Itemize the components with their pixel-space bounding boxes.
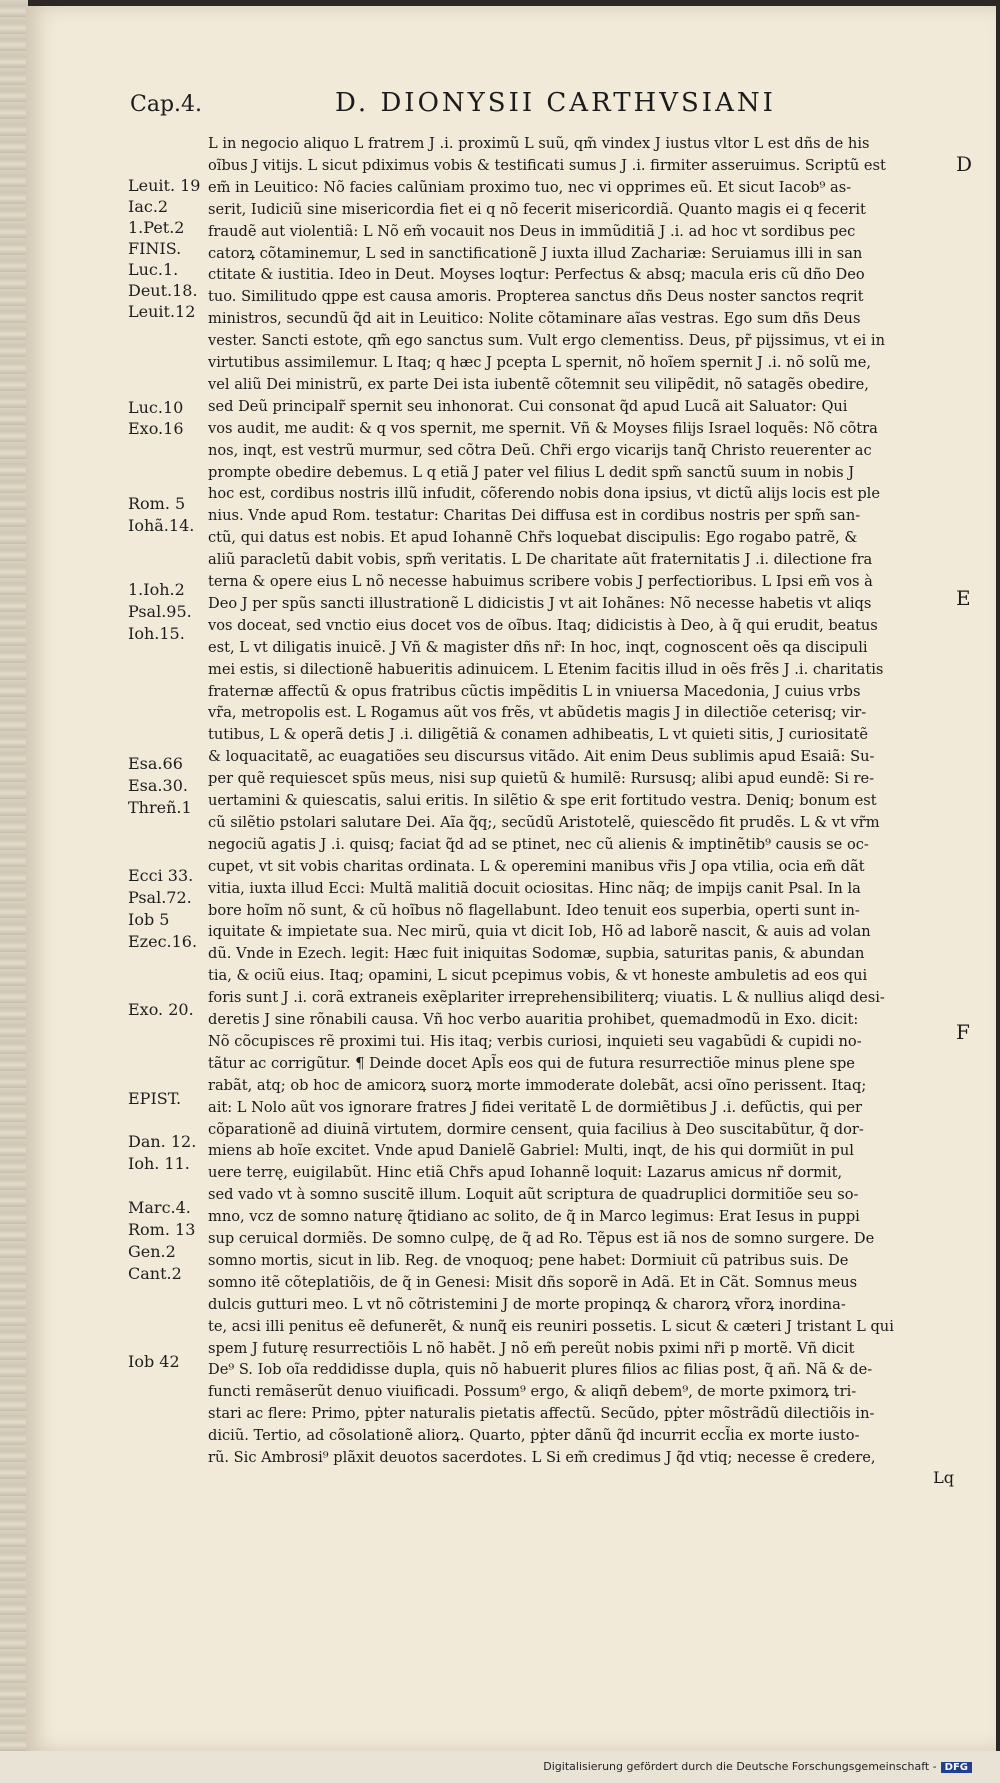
- text-line: vel aliũ Dei ministrũ, ex parte Dei ista iubentẽ cõtemnit seu vilipẽdit, nõ satagẽs obedire,: [208, 375, 869, 393]
- margin-ref: Esa.30.: [128, 776, 188, 795]
- text-line: virtutibus assimilemur. L Itaq; q hæc J pcepta L spernit, nõ hoĩem spernit J .i. nõ solũ me,: [208, 354, 872, 371]
- margin-ref: Exo. 20.: [128, 1000, 194, 1019]
- margin-ref: Iob 5: [128, 910, 170, 929]
- text-line: vr̃a, metropolis est. L Rogamus aũt vos frẽs, vt abũdetis magis J in dilectiõe ceterisq; vir-: [208, 704, 867, 722]
- text-line: em̃ in Leuitico: Nõ facies calũniam proximo tuo, nec vi opprimes eũ. Et sicut Iacob⁹ as-: [208, 178, 852, 196]
- text-line: nius. Vnde apud Rom. testatur: Charitas Dei diffusa est in cordibus nostris per spm̃ san-: [208, 507, 861, 525]
- text-line: foris sunt J .i. corã extraneis exẽplariter irreprehensibiliterq; viuatis. L & nullius aliqd desi-: [208, 989, 885, 1007]
- text-line: rabãt, atq; ob hoc de amicorꝝ suorꝝ morte immoderate dolebãt, acsi oĩno perissent. Itaq;: [208, 1076, 867, 1094]
- text-line: negociũ agatis J .i. quisq; faciat q̃d ad se ptinet, nec cũ alienis & imptinẽtib⁹ causis se oc-: [208, 835, 869, 853]
- margin-ref: 1.Ioh.2: [128, 580, 185, 599]
- text-line: functi remãserũt denuo viuificadi. Possum⁹ ergo, & aliqñ debem⁹, de morte pximorꝝ tri-: [208, 1383, 857, 1401]
- text-line: De⁹ S. Iob oĩa reddidisse dupla, quis nõ habuerit plures filios ac filias post, q̃ añ. Nã & de-: [208, 1361, 873, 1379]
- text-line: somno mortis, sicut in lib. Reg. de vnoquoq; pene habet: Dormiuit cũ patribus suis. De: [208, 1251, 849, 1269]
- digitization-credit-text: Digitalisierung gefördert durch die Deutsche Forschungsgemeinschaft -: [543, 1760, 937, 1773]
- text-line: Deo J per spũs sancti illustrationẽ L didicistis J vt ait Iohãnes: Nõ necesse habetis vt aliqs: [208, 594, 872, 612]
- text-line: per quẽ requiescet spũs meus, nisi sup quietũ & humilẽ: Rursusq; alibi apud eundẽ: Si re-: [208, 770, 875, 788]
- text-line: bore hoĩm nõ sunt, & cũ hoĩbus nõ flagellabunt. Ideo tenuit eos superbia, operti sunt in-: [208, 901, 860, 919]
- text-line: nos, inqt, est vestrũ murmur, sed cõtra Deũ. Chr̃i ergo vicarijs tanq̃ Christo reuerenter ac: [208, 441, 872, 459]
- margin-ref: Luc.1.: [128, 260, 179, 279]
- margin-ref: Iac.2: [128, 197, 169, 216]
- text-line: L in negocio aliquo L fratrem J .i. proximũ L suũ, qm̃ vindex J iustus vltor L est dñs de his: [208, 135, 870, 152]
- margin-ref: Iohã.14.: [128, 516, 195, 535]
- text-line: tutibus, L & operã detis J .i. diligẽtiã & conamen adhibeatis, L vt quieti sitis, J curiositatẽ: [208, 726, 869, 744]
- margin-ref: Deut.18.: [128, 281, 198, 300]
- margin-ref: Ioh.15.: [128, 624, 185, 643]
- text-line: ctũ, qui datus est nobis. Et apud Iohannẽ Chr̃s loquebat discipulis: Ego rogabo patrẽ, &: [208, 529, 858, 547]
- text-line: uertamini & quiescatis, salui eritis. In silẽtio & spe erit fortitudo vestra. Deniq; bonum est: [208, 792, 877, 809]
- commentary-body-text: [208, 134, 973, 1754]
- margin-ref: Rom. 5: [128, 494, 186, 513]
- dfg-logo: DFG: [941, 1762, 972, 1773]
- text-line: deretis J sine rõnabili causa. Vñ hoc verbo auaritia prohibet, quemadmodũ in Exo. dicit:: [208, 1011, 859, 1028]
- text-line: cũ silẽtio pstolari salutare Dei. Aĩa q̃q;, secũdũ Aristotelẽ, quiescẽdo fit prudẽs. L & vt vr̃m: [208, 813, 880, 831]
- chapter-number: Cap.4.: [130, 92, 203, 117]
- text-line: sup ceruical dormiẽs. De somno culpę, de q̃ ad Ro. Tẽpus est iã nos de somno surgere. De: [208, 1230, 875, 1247]
- running-head: [130, 88, 970, 126]
- margin-ref: Esa.66: [128, 754, 183, 773]
- text-line: fraternæ affectũ & opus fratribus cũctis impẽditis L in vniuersa Macedonia, J cuius vrbs: [208, 682, 861, 700]
- margin-ref: Threñ.1: [128, 798, 192, 817]
- margin-ref: Ioh. 11.: [128, 1154, 190, 1173]
- margin-ref: FINIS.: [128, 239, 182, 258]
- text-line: diciũ. Tertio, ad cõsolationẽ aliorꝝ. Quarto, pṗter dãnũ q̃d incurrit eccl̃ia ex morte iusto-: [208, 1427, 860, 1445]
- text-line: somno itẽ cõteplatiõis, de q̃ in Genesi: Misit dñs soporẽ in Adã. Et in Cãt. Somnus meus: [208, 1273, 858, 1291]
- text-line: miens ab hoĩe excitet. Vnde apud Danielẽ Gabriel: Multi, inqt, de his qui dormiũt in pul: [208, 1142, 854, 1160]
- margin-ref: Ecci 33.: [128, 866, 194, 885]
- section-mark-e: E: [956, 586, 971, 610]
- margin-ref: Psal.95.: [128, 602, 192, 621]
- text-line: iquitate & impietate sua. Nec mirũ, quia vt dicit Iob, Hõ ad laborẽ nascit, & auis ad volan: [208, 923, 871, 941]
- text-line: ministros, secundũ q̃d ait in Leuitico: Nolite cõtaminare aĩas vestras. Ego sum dñs Deus: [208, 310, 861, 328]
- text-line: stari ac flere: Primo, pṗter naturalis pietatis affectũ. Secũdo, pṗter mõstrãdũ dilectiõis in-: [208, 1405, 875, 1423]
- text-line: dulcis gutturi meo. L vt nõ cõtristemini J de morte propinqꝝ & charorꝝ vr̃orꝝ inordina-: [208, 1295, 846, 1313]
- text-line: oĩbus J vitijs. L sicut pdiximus vobis & testificati sumus J .i. firmiter asseruimus. Scriptũ est: [208, 156, 886, 174]
- text-line: serit, Iudiciũ sine misericordia fiet ei q nõ fecerit misericordiã. Quanto magis ei q fecerit: [208, 200, 866, 218]
- text-line: Nõ cõcupisces rẽ proximi tui. His itaq; verbis curiosi, inquieti seu vagabũdi & cupidi no-: [208, 1032, 862, 1050]
- text-line: mno, vcz de somno naturę q̃tidiano ac solito, de q̃ in Marco legimus: Erat Iesus in puppi: [208, 1208, 860, 1226]
- catchword: Lq: [933, 1468, 954, 1487]
- margin-ref: Marc.4.: [128, 1198, 191, 1217]
- text-line: aliũ paracletũ dabit vobis, spm̃ veritatis. L De charitate aũt fraternitatis J .i. dilectione fra: [208, 551, 873, 569]
- margin-ref: 1.Pet.2: [128, 218, 185, 237]
- digitization-credit: [543, 1760, 972, 1773]
- text-line: vitia, iuxta illud Ecci: Multã malitiã docuit ociositas. Hinc nãq; de impijs canit Psal. In la: [208, 879, 861, 897]
- text-line: ait: L Nolo aũt vos ignorare fratres J fidei veritatẽ L de dormiẽtibus J .i. defũctis, qui per: [208, 1098, 862, 1116]
- text-line: tãtur ac corrigũtur. ¶ Deinde docet Apl̃s eos qui de futura resurrectiõe minus plene spe: [208, 1054, 855, 1072]
- text-line: catorꝝ cõtaminemur, L sed in sanctificationẽ J iuxta illud Zachariæ: Seruiamus illi in san: [208, 244, 863, 262]
- margin-ref: Luc.10: [128, 398, 184, 417]
- text-line: prompte obedire debemus. L q etiã J pater vel filius L dedit spm̃ sanctũ suum in nobis J: [208, 463, 855, 481]
- margin-ref: Ezec.16.: [128, 932, 198, 951]
- text-line: te, acsi illi penitus eẽ defunerẽt, & nunq̃ eis reuniri possetis. L sicut & cæteri J tristant L qui: [208, 1317, 894, 1335]
- text-line: terna & opere eius L nõ necesse habuimus scribere vobis J perfectioribus. L Ipsi em̃ vos à: [208, 573, 873, 590]
- margin-ref: Iob 42: [128, 1352, 180, 1371]
- text-line: tuo. Similitudo qppe est causa amoris. Propterea sanctus dñs Deus noster sanctos reqrit: [208, 288, 864, 306]
- text-line: vos audit, me audit: & q vos spernit, me spernit. Vñ & Moyses filijs Israel loquẽs: Nõ cõtra: [208, 419, 878, 437]
- page-title: D. DIONYSII CARTHVSIANI: [335, 88, 776, 118]
- text-line: tia, & ociũ eius. Itaq; opamini, L sicut pcepimus vobis, & vt honeste ambuletis ad eos qui: [208, 967, 868, 985]
- text-line: vos doceat, sed vnctio eius docet vos de oĩbus. Itaq; didicistis à Deo, à q̃ qui erudit, beatus: [208, 616, 878, 634]
- text-line: mei estis, si dilectionẽ habueritis adinuicem. L Etenim facitis illud in oẽs frẽs J .i. charitatis: [208, 660, 884, 678]
- margin-ref: Dan. 12.: [128, 1132, 197, 1151]
- margin-ref: Psal.72.: [128, 888, 192, 907]
- text-line: sed Deũ principalr̃ spernit seu inhonorat. Cui consonat q̃d apud Lucã ait Saluator: Qui: [208, 397, 848, 415]
- section-mark-d: D: [956, 152, 973, 176]
- margin-ref: Leuit. 19: [128, 176, 201, 195]
- text-line: cupet, vt sit vobis charitas ordinata. L & operemini manibus vr̃is J opa vtilia, ocia em̃ dãt: [208, 857, 865, 875]
- text-line: est, L vt diligatis inuicẽ. J Vñ & magister dñs nr̃: In hoc, inqt, cognoscent oẽs qa discipuli: [208, 638, 868, 656]
- margin-ref: Leuit.12: [128, 302, 196, 321]
- text-line: sed vado vt à somno suscitẽ illum. Loquit aũt scriptura de quadruplici dormitiõe seu so-: [208, 1186, 859, 1204]
- margin-ref: Gen.2: [128, 1242, 176, 1261]
- text-line: vester. Sancti estote, qm̃ ego sanctus sum. Vult ergo clementiss. Deus, pr̃ pijssimus, vt ei in: [208, 332, 885, 350]
- text-line: rũ. Sic Ambrosi⁹ plãxit deuotos sacerdotes. L Si em̃ credimus J q̃d vtiq; necesse ẽ credere,: [208, 1449, 876, 1466]
- text-line: uere terrę, euigilabũt. Hinc etiã Chr̃s apud Iohannẽ loquit: Lazarus amicus nr̃ dormit,: [208, 1164, 843, 1182]
- margin-ref: Cant.2: [128, 1264, 182, 1283]
- text-line: ctitate & iustitia. Ideo in Deut. Moyses loqtur: Perfectus & absq; macula eris cũ dño Deo: [208, 266, 865, 284]
- text-line: dũ. Vnde in Ezech. legit: Hæc fuit iniquitas Sodomæ, supbia, saturitas panis, & abundan: [208, 945, 865, 963]
- book-page-edges: [0, 0, 28, 1783]
- margin-ref: Exo.16: [128, 419, 184, 438]
- text-line: hoc est, cordibus nostris illũ infudit, cõferendo nobis dona ipsius, vt dictũ alijs locis est ple: [208, 485, 880, 503]
- text-line: fraudẽ aut violentiã: L Nõ em̃ vocauit nos Deus in immũditiã J .i. ad hoc vt sordibus pec: [208, 222, 856, 240]
- text-line: cõparationẽ ad diuinã virtutem, dormire censent, quia facilius à Deo suscitabũtur, q̃ dor-: [208, 1120, 864, 1138]
- margin-ref: EPIST.: [128, 1089, 182, 1108]
- section-mark-f: F: [956, 1020, 970, 1044]
- margin-ref: Rom. 13: [128, 1220, 196, 1239]
- text-line: & loquacitatẽ, ac euagatiões seu discursus vitãdo. Ait enim Deus sublimis apud Esaiã: Su-: [208, 748, 875, 766]
- text-line: spem J futurę resurrectiõis L nõ habẽt. J nõ em̃ pereũt nobis pximi nr̃i p mortẽ. Vñ dicit: [208, 1339, 855, 1357]
